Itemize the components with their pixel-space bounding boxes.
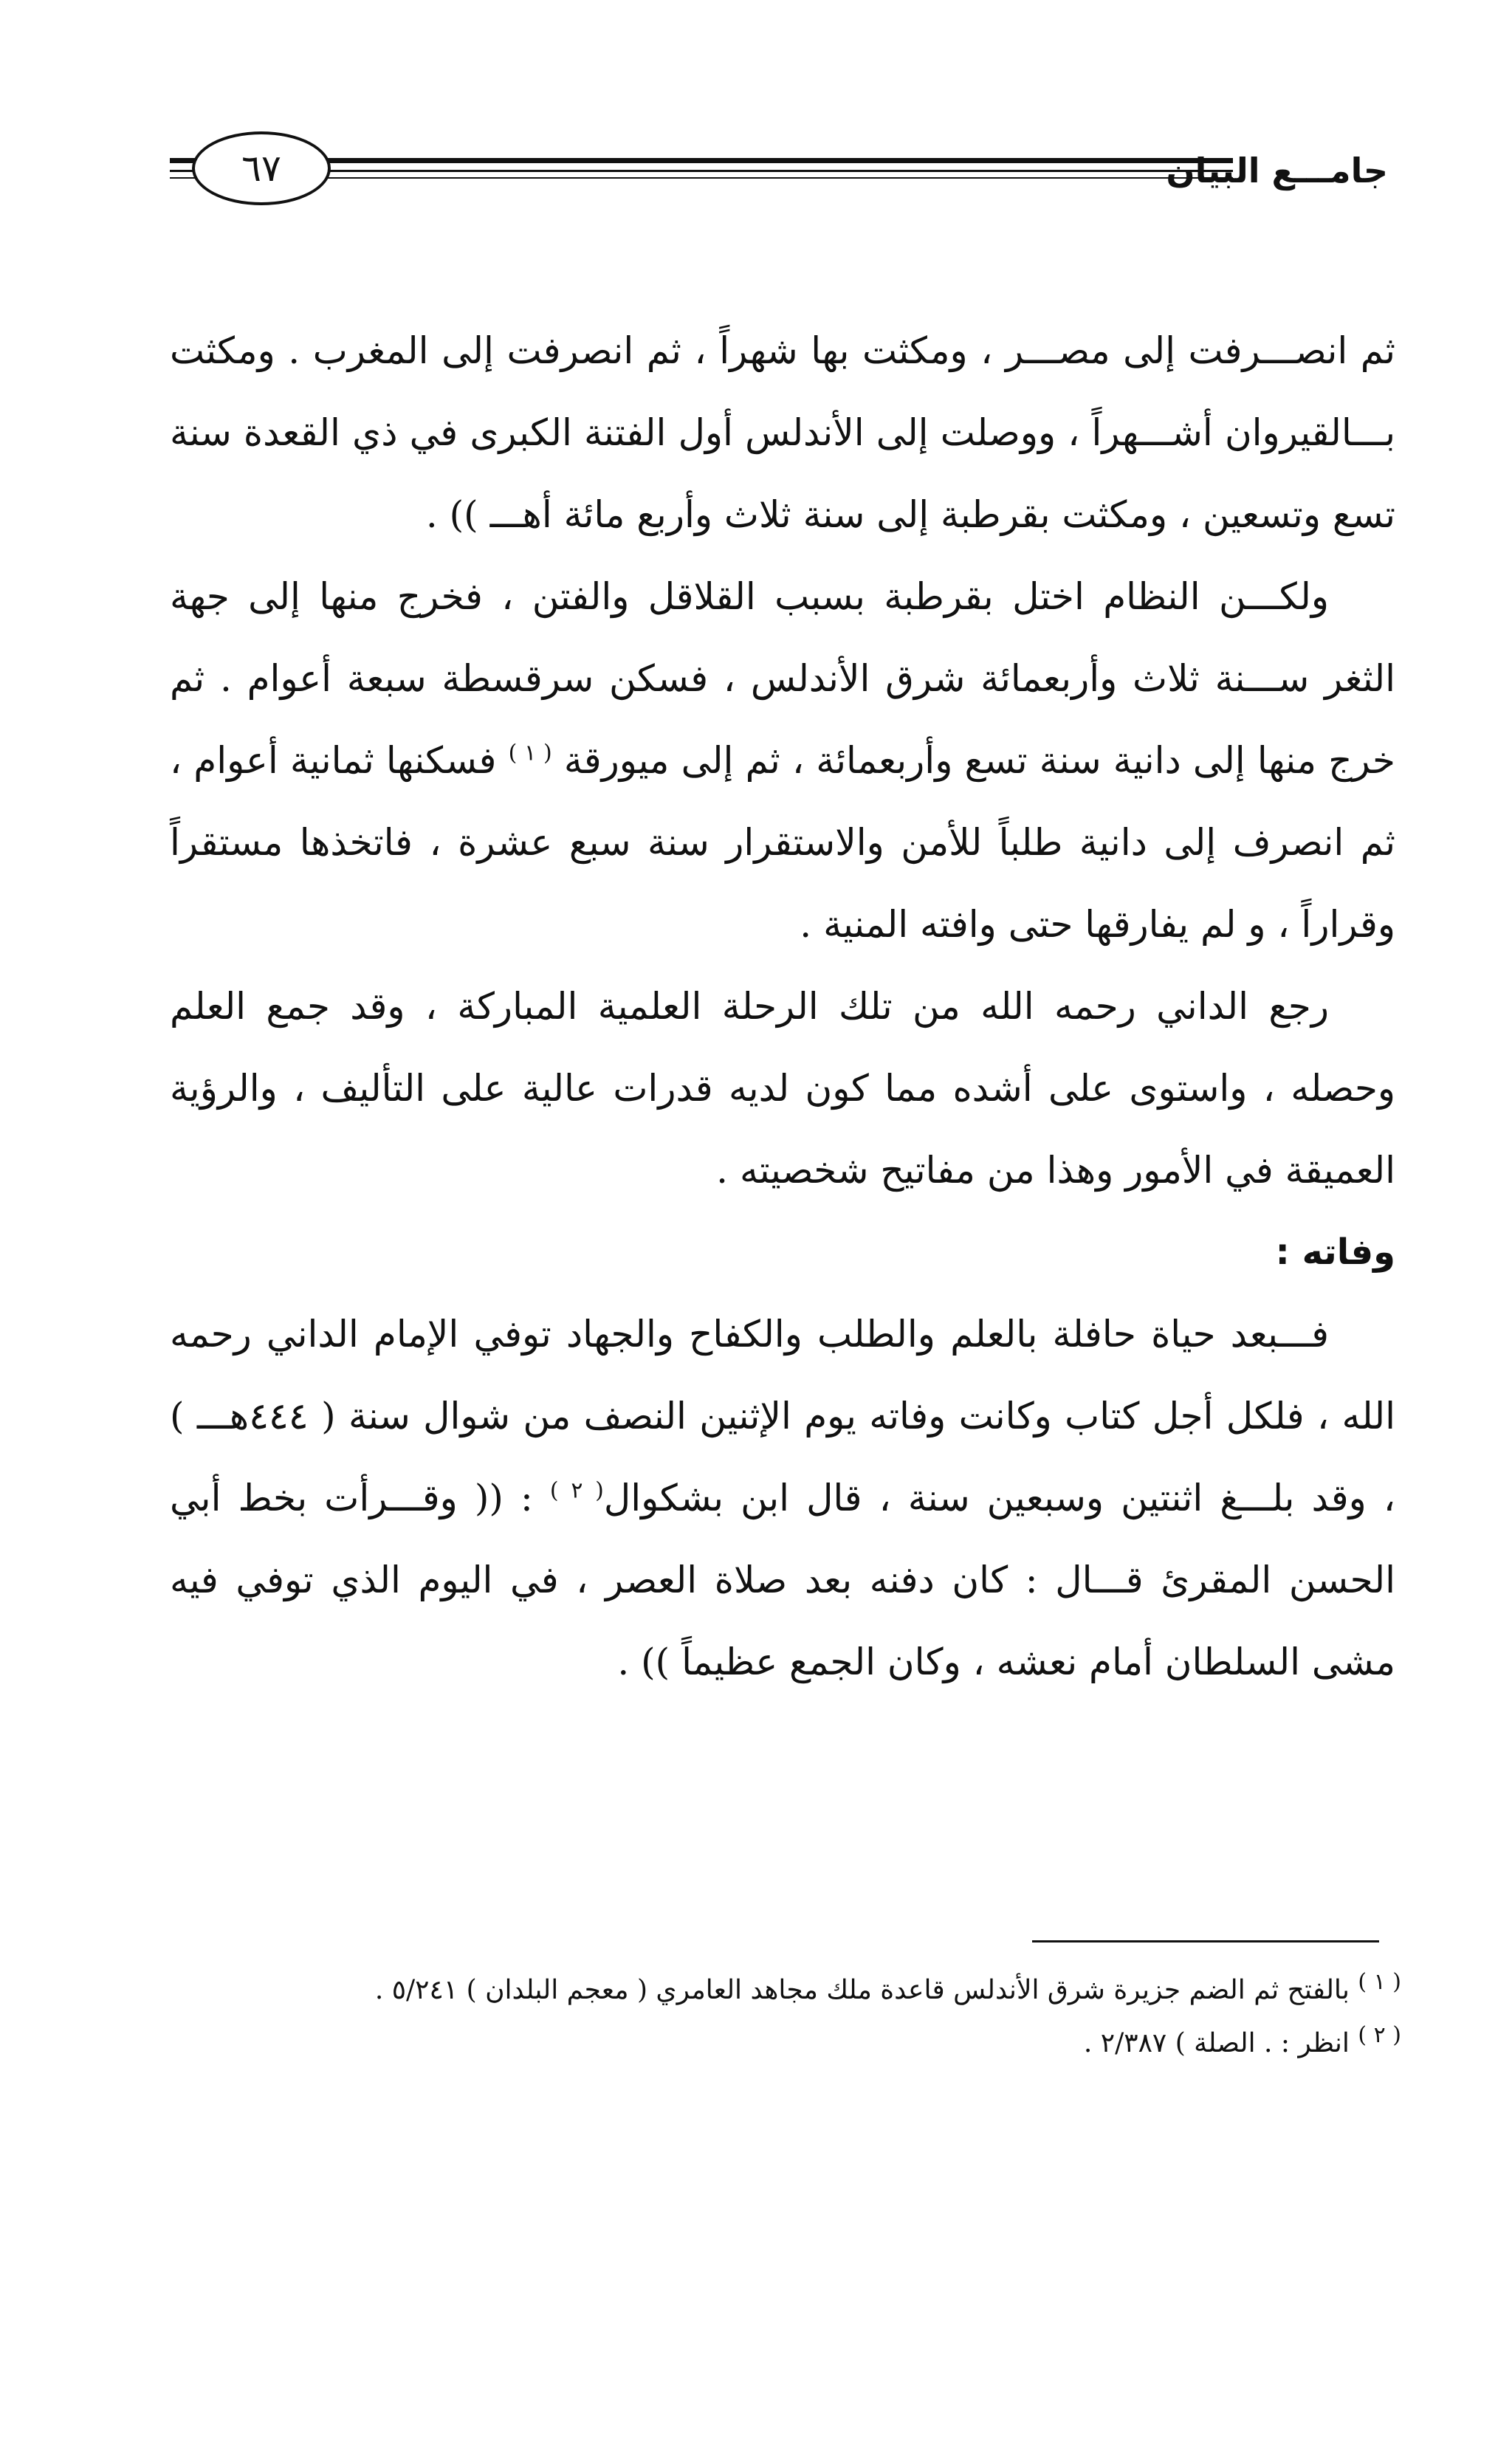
footnote-1: [221, 1964, 1401, 2017]
paragraph-4: [170, 1294, 1395, 1703]
main-text: [170, 310, 1395, 1703]
footnote-divider: [1032, 1940, 1379, 1942]
paragraph-4-continued: : (( وقـــرأت بخط أبي الحسن المقرئ قـــال : كان دفنه بعد صلاة العصر ، في اليوم الذي توفي فيه مشى السلطان أمام نعشه ، وكان الجمع عظيماً )) .: [170, 1477, 1395, 1683]
footnote-2-text: انظر : . الصلة ) ٢/٣٨٧ .: [1083, 2028, 1350, 2058]
footnotes: [221, 1964, 1401, 2070]
header-rule-thin: [170, 177, 1233, 179]
paragraph-1: ثم انصـــرفت إلى مصـــر ، ومكثت بها شهراً ، ثم انصرفت إلى المغرب . ومكثت بـــالقيروان أشـــهراً ، ووصلت إلى الأندلس أول الفتنة الكبرى في ذي القعدة سنة تسع وتسعين ، ومكثت بقرطبة إلى سنة ثلاث وأربع مائة أهـــ )) .: [170, 329, 1395, 536]
page-header: [148, 126, 1388, 207]
footnote-ref-1: ( ١ ): [508, 740, 552, 766]
page-number: ٦٧: [192, 131, 331, 205]
paragraph-2-text: ولكـــن النظام اختل بقرطبة بسبب القلاقل والفتن ، فخرج منها إلى جهة الثغر ســـنة ثلاث وأربعمائة شرق الأندلس ، فسكن سرقسطة سبعة أعوام . ثم خرج منها إلى دانية سنة تسع وأربعمائة ، ثم إلى ميورقة: [170, 575, 1395, 782]
footnote-1-marker: ( ١ ): [1358, 1969, 1401, 1995]
paragraph-2-continued: فسكنها ثمانية أعوام ، ثم انصرف إلى دانية طلباً للأمن والاستقرار سنة سبع عشرة ، فاتخذها مستقراً وقراراً ، و لم يفارقها حتى وافته المنية .: [170, 739, 1395, 946]
footnote-ref-2: ( ٢ ): [549, 1477, 604, 1504]
footnote-2-marker: ( ٢ ): [1358, 2022, 1401, 2048]
paragraph-3: رجع الداني رحمه الله من تلك الرحلة العلمية المباركة ، وقد جمع العلم وحصله ، واستوى على أشده مما كون لديه قدرات عالية على التأليف ، والرؤية العميقة في الأمور وهذا من مفاتيح شخصيته .: [170, 985, 1395, 1192]
paragraph-4-text: فـــبعد حياة حافلة بالعلم والطلب والكفاح والجهاد توفي الإمام الداني رحمه الله ، فلكل أجل كتاب وكانت وفاته يوم الإثنين النصف من شوال سنة ( ٤٤٤هـــ ) ، وقد بلـــغ اثنتين وسبعين سنة ، قال ابن بشكوال: [170, 1313, 1396, 1519]
section-heading-death: وفاته :: [1275, 1232, 1395, 1273]
paragraph-2: [170, 556, 1395, 966]
footnote-2: [221, 2017, 1401, 2070]
book-title: جامـــع البيان: [1166, 151, 1388, 190]
footnote-1-text: بالفتح ثم الضم جزيرة شرق الأندلس قاعدة ملك مجاهد العامري ( معجم البلدان ) ٥/٢٤١ .: [374, 1975, 1350, 2005]
